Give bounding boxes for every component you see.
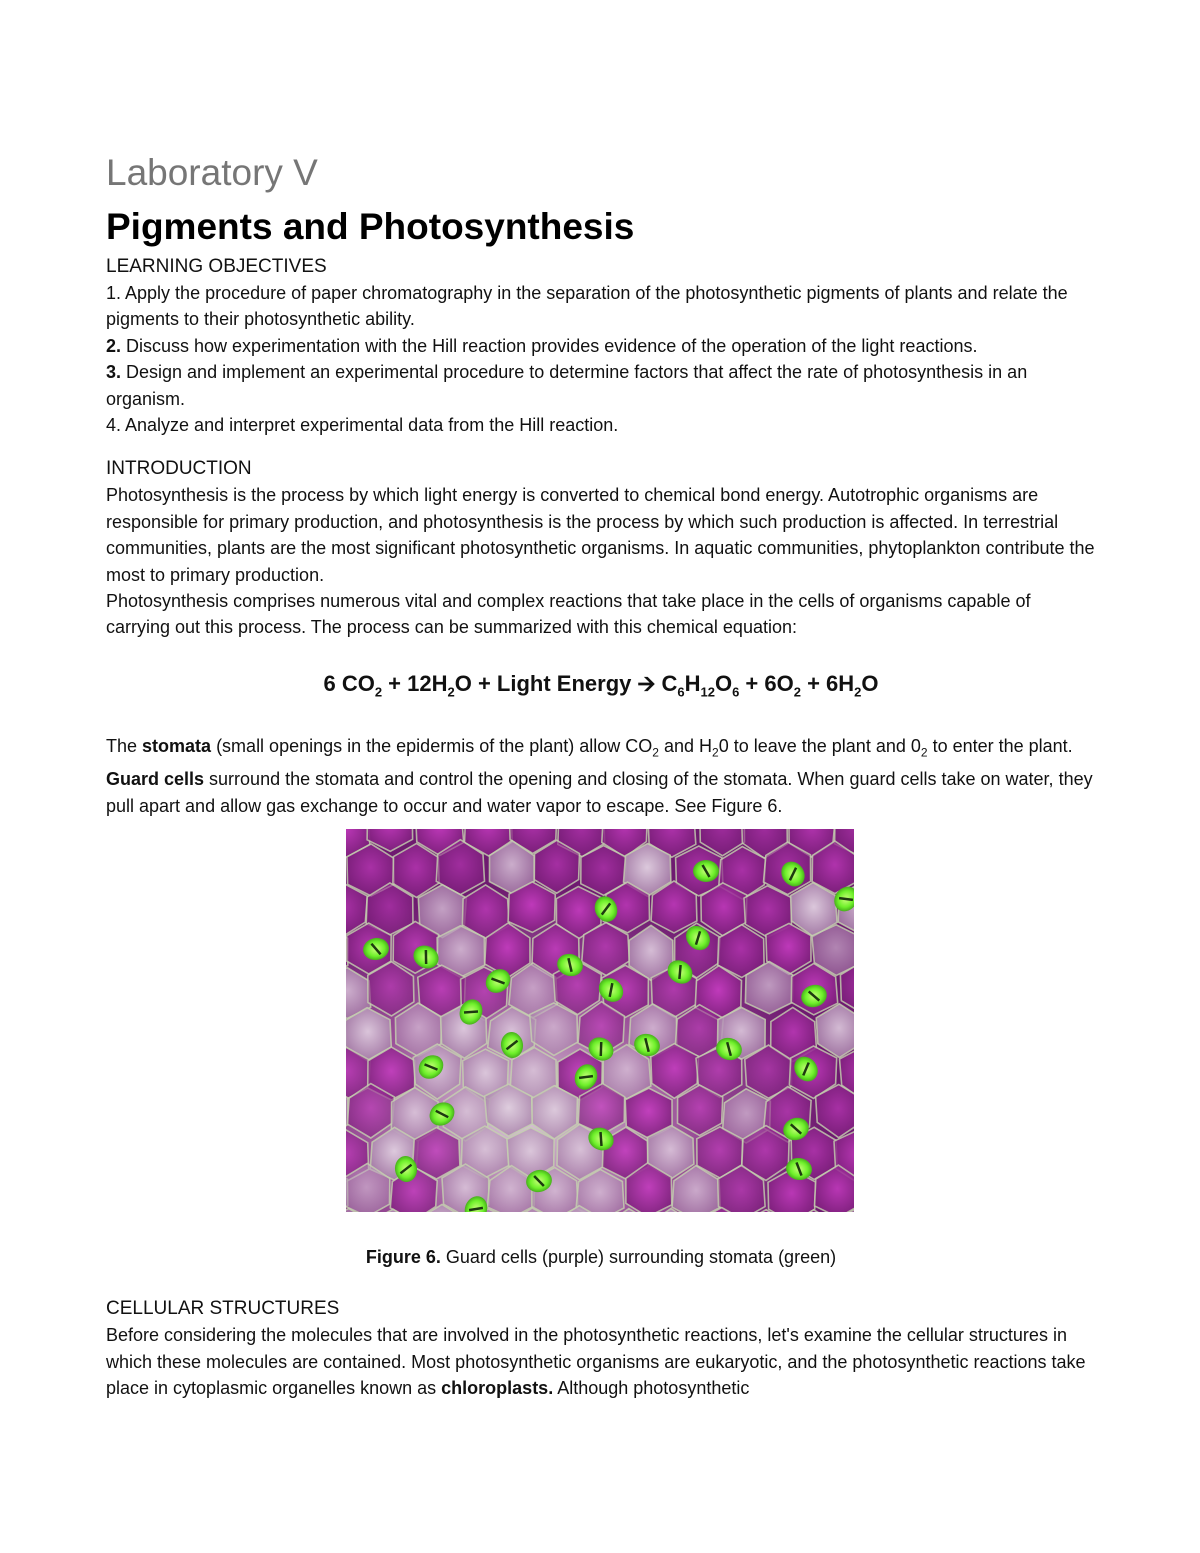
eq-part: O: [714, 670, 733, 696]
document-content: [106, 150, 1096, 1402]
term-chloroplasts: chloroplasts.: [441, 1378, 554, 1399]
eq-sub: 12: [700, 684, 715, 700]
objective-3: [106, 359, 1096, 412]
objective-2: [106, 333, 1096, 359]
page-title: Pigments and Photosynthesis: [106, 206, 635, 247]
introduction-paragraph-1: Photosynthesis is the process by which light energy is converted to chemical bond energy. Autotrophic organisms are responsible for primary production, and photosynthesis is the process by which such production is affected. In terrestrial communities, plants are the most significant photosynthetic organisms. In aquatic communities, phytoplankton contribute the most to primary production.: [106, 485, 1095, 585]
eq-sub: 2: [374, 684, 383, 700]
subscript: 2: [920, 745, 928, 760]
objective-text: Apply the procedure of paper chromatography in the separation of the photosynthetic pigments of plants and relate the pigments to their photosynthetic ability.: [106, 283, 1068, 330]
photosynthesis-equation: [106, 669, 1096, 707]
text-run: Before considering the molecules that are involved in the photosynthetic reactions, let's examine the cellular structures in which these molecules are contained. Most photosynthetic organisms are eukaryotic, and the photosynthetic reactions take place in cytoplasmic organelles known as: [106, 1325, 1086, 1399]
term-guard-cells: Guard cells: [106, 769, 205, 790]
text-run: (small openings in the epidermis of the plant) allow CO: [211, 736, 653, 757]
objective-text: Design and implement an experimental procedure to determine factors that affect the rate of photosynthesis in an organism.: [106, 362, 1028, 409]
text-run: The: [106, 736, 143, 757]
eq-part: + 12H: [382, 670, 448, 696]
objective-1: [106, 280, 1096, 333]
eq-sub: 6: [732, 684, 740, 700]
eq-part: O + Light Energy: [454, 670, 638, 696]
eq-sub: 2: [854, 684, 862, 700]
objective-number: 2.: [106, 335, 122, 356]
eq-part: O: [861, 670, 879, 696]
objective-number: 4.: [106, 415, 122, 436]
introduction-paragraph-2: Photosynthesis comprises numerous vital and complex reactions that take place in the cells of organisms capable of carrying out this process. The process can be summarized with this chemical equation:: [106, 591, 1031, 638]
cellular-structures-heading: CELLULAR STRUCTURES: [106, 1298, 340, 1320]
eq-sub: 2: [447, 684, 455, 700]
figure-6-micrograph: [346, 829, 854, 1212]
spacer: [106, 438, 1096, 456]
introduction-heading: INTRODUCTION: [106, 458, 252, 480]
text-run: to enter the plant.: [927, 736, 1073, 757]
figure-caption-text: Guard cells (purple) surrounding stomata (green): [440, 1247, 837, 1268]
figure-6-caption: [106, 1244, 1096, 1270]
stomata-micrograph-image: [346, 829, 854, 1212]
lab-number: Laboratory V: [106, 152, 318, 193]
text-run: 0 to leave the plant and 0: [718, 736, 921, 757]
stoma: [693, 860, 719, 882]
learning-objectives-heading: LEARNING OBJECTIVES: [106, 256, 327, 277]
text-run: Although photosynthetic: [553, 1378, 750, 1399]
eq-part: + 6O: [739, 670, 794, 696]
eq-part: H: [684, 670, 701, 696]
stomata-paragraph: [106, 733, 1096, 819]
cellular-structures-paragraph: [106, 1322, 1096, 1401]
objective-text: Analyze and interpret experimental data from the Hill reaction.: [121, 415, 619, 436]
objective-4: [106, 412, 1096, 438]
objective-number: 1.: [106, 283, 122, 303]
eq-sub: 2: [793, 684, 801, 700]
eq-part: 6 CO: [323, 670, 375, 696]
objective-text: Discuss how experimentation with the Hill reaction provides evidence of the operation of the light reactions.: [121, 335, 978, 356]
text-run: and H: [658, 736, 713, 757]
arrow-icon: 🡪: [637, 670, 656, 696]
subscript: 2: [712, 745, 719, 760]
objective-number: 3.: [106, 362, 122, 383]
text-run: surround the stomata and control the opening and closing of the stomata. When guard cells take on water, they pull apart and allow gas exchange to occur and water vapor to escape. See Figure 6.: [106, 769, 1093, 816]
figure-label: Figure 6.: [365, 1247, 441, 1268]
subscript: 2: [652, 745, 659, 760]
eq-sub: 6: [677, 684, 685, 700]
eq-part: + 6H: [800, 670, 855, 696]
term-stomata: stomata: [142, 736, 212, 757]
eq-part: C: [655, 670, 678, 696]
